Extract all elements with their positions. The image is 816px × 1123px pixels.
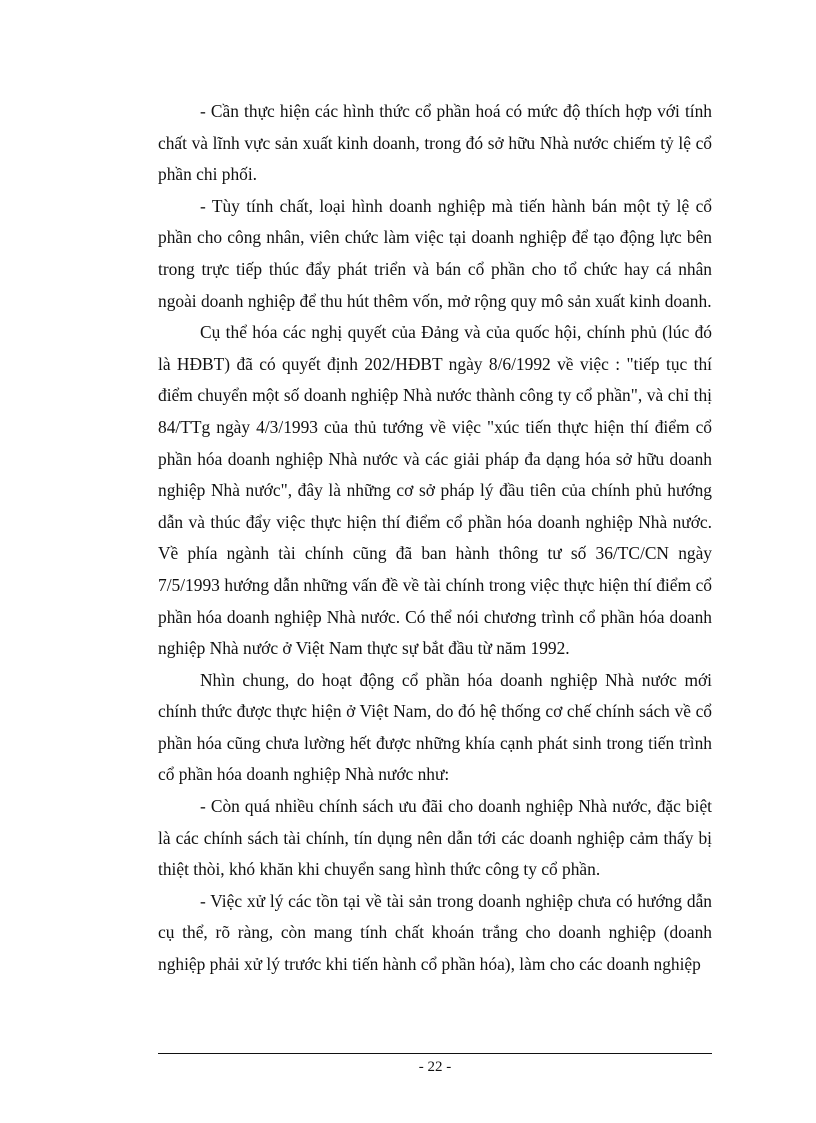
paragraph-2: - Tùy tính chất, loại hình doanh nghiệp mà tiến hành bán một tỷ lệ cổ phần cho công nhân, viên chức làm việc tại doanh nghiệp để tạo động lực bên trong trực tiếp thúc đẩy phát triển và bán cổ phần cho tổ chức hay cá nhân ngoài doanh nghiệp để thu hút thêm vốn, mở rộng quy mô sản xuất kinh doanh. [158,195,712,311]
paragraph-3: Cụ thể hóa các nghị quyết của Đảng và của quốc hội, chính phủ (lúc đó là HĐBT) đã có quyết định 202/HĐBT ngày 8/6/1992 về việc : "tiếp tục thí điểm chuyển một số doanh nghiệp Nhà nước thành công ty cổ phần", và chỉ thị 84/TTg ngày 4/3/1993 của thủ tướng về việc "xúc tiến thực hiện thí điểm cổ phần hóa doanh nghiệp Nhà nước và các giải pháp đa dạng hóa sở hữu doanh nghiệp Nhà nước", đây là những cơ sở pháp lý đầu tiên của chính phủ hướng dẫn và thúc đẩy việc thực hiện thí điểm cổ phần hóa doanh nghiệp Nhà nước. Về phía ngành tài chính cũng đã ban hành thông tư số 36/TC/CN ngày 7/5/1993 hướng dẫn những vấn đề về tài chính trong việc thực hiện thí điểm cổ phần hóa doanh nghiệp Nhà nước. Có thể nói chương trình cổ phần hóa doanh nghiệp Nhà nước ở Việt Nam thực sự bắt đầu từ năm 1992. [158,322,712,659]
paragraph-5: - Còn quá nhiều chính sách ưu đãi cho doanh nghiệp Nhà nước, đặc biệt là các chính sách tài chính, tín dụng nên dẫn tới các doanh nghiệp cảm thấy bị thiệt thòi, khó khăn khi chuyển sang hình thức công ty cổ phần. [158,796,712,880]
paragraph-6: - Việc xử lý các tồn tại về tài sản trong doanh nghiệp chưa có hướng dẫn cụ thể, rõ ràng, còn mang tính chất khoán trắng cho doanh nghiệp (doanh nghiệp phải xử lý trước khi tiến hành cổ phần hóa), làm cho các doanh nghiệp [158,890,712,975]
footer-divider [158,1053,712,1054]
page-number: - 22 - [418,1059,452,1075]
paragraph-1: - Cần thực hiện các hình thức cổ phần hoá có mức độ thích hợp với tính chất và lĩnh vực sản xuất kinh doanh, trong đó sở hữu Nhà nước chiếm tỷ lệ cổ phần chi phối. [158,101,712,185]
document-body [158,96,712,981]
paragraph-4: Nhìn chung, do hoạt động cổ phần hóa doanh nghiệp Nhà nước mới chính thức được thực hiện ở Việt Nam, do đó hệ thống cơ chế chính sách về cổ phần hóa cũng chưa lường hết được những khía cạnh phát sinh trong tiến trình cổ phần hóa doanh nghiệp Nhà nước như: [158,669,712,785]
